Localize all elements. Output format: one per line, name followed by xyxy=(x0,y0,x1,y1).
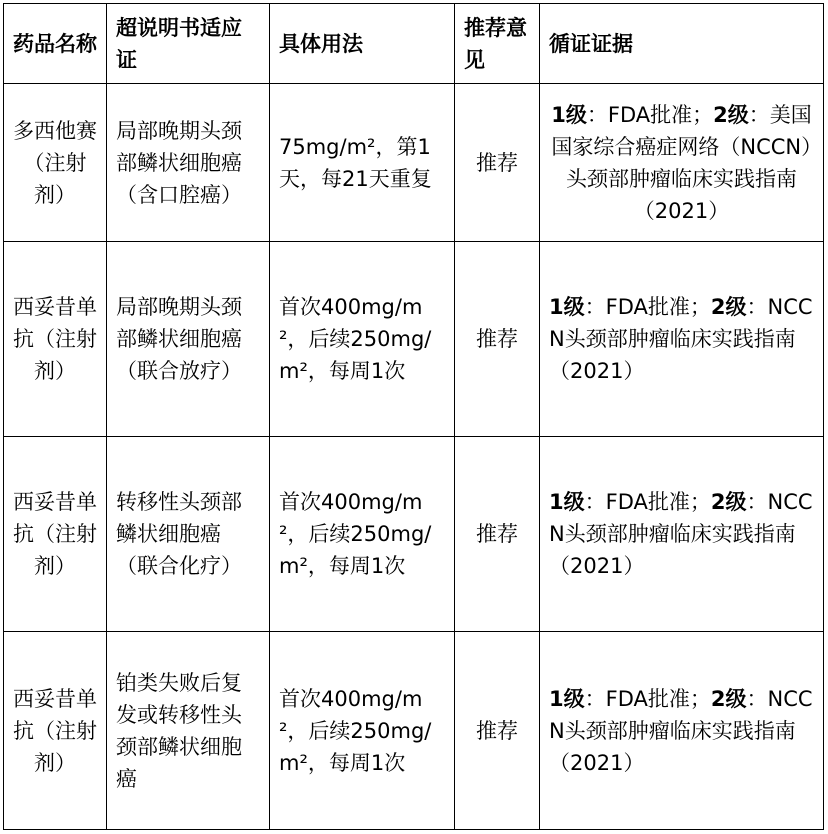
evidence-level2-label: 2级 xyxy=(710,490,747,514)
cell-evidence xyxy=(540,632,824,830)
table-row xyxy=(4,242,824,437)
cell-drug-name: 西妥昔单抗（注射剂） xyxy=(4,437,107,632)
cell-usage: 首次400mg/m²，后续250mg/m²，每周1次 xyxy=(270,632,455,830)
evidence-level2-text: ：美国国家综合癌症网络（NCCN）头颈部肿瘤临床实践指南（2021） xyxy=(551,102,812,223)
cell-usage: 75mg/m²，第1天，每21天重复 xyxy=(270,84,455,242)
table-header-row xyxy=(4,4,824,84)
cell-drug-name: 多西他赛（注射剂） xyxy=(4,84,107,242)
cell-drug-name: 西妥昔单抗（注射剂） xyxy=(4,242,107,437)
cell-evidence xyxy=(540,84,824,242)
evidence-level2-text: ：NCCN头颈部肿瘤临床实践指南（2021） xyxy=(549,686,813,775)
cell-indication: 局部晚期头颈部鳞状细胞癌（联合放疗） xyxy=(107,242,270,437)
cell-recommendation: 推荐 xyxy=(455,84,540,242)
header-drug-name: 药品名称 xyxy=(4,4,107,84)
cell-recommendation: 推荐 xyxy=(455,632,540,830)
drug-table-container xyxy=(3,3,823,829)
table-row xyxy=(4,84,824,242)
evidence-level1-label: 1级 xyxy=(549,295,585,319)
evidence-level1-text: ：FDA批准； xyxy=(584,686,711,711)
evidence-level2-label: 2级 xyxy=(710,295,747,319)
cell-recommendation: 推荐 xyxy=(455,437,540,632)
cell-recommendation: 推荐 xyxy=(455,242,540,437)
evidence-level1-text: ：FDA批准； xyxy=(584,490,711,514)
evidence-level2-text: ：NCCN头颈部肿瘤临床实践指南（2021） xyxy=(549,295,813,383)
evidence-level2-label: 2级 xyxy=(710,686,747,711)
table-row xyxy=(4,437,824,632)
cell-indication: 局部晚期头颈部鳞状细胞癌（含口腔癌） xyxy=(107,84,270,242)
off-label-drug-table xyxy=(3,3,824,830)
evidence-level1-label: 1级 xyxy=(549,490,585,514)
cell-evidence xyxy=(540,242,824,437)
evidence-level2-text: ：NCCN头颈部肿瘤临床实践指南（2021） xyxy=(549,490,813,578)
evidence-level1-label: 1级 xyxy=(551,102,587,127)
cell-usage: 首次400mg/m²，后续250mg/m²，每周1次 xyxy=(270,242,455,437)
header-evidence: 循证证据 xyxy=(540,4,824,84)
evidence-level2-label: 2级 xyxy=(713,102,749,127)
cell-indication: 铂类失败后复发或转移性头颈部鳞状细胞癌 xyxy=(107,632,270,830)
cell-evidence xyxy=(540,437,824,632)
table-row xyxy=(4,632,824,830)
evidence-level1-text: ：FDA批准； xyxy=(586,102,714,127)
evidence-level1-text: ：FDA批准； xyxy=(584,295,711,319)
header-off-label-indication: 超说明书适应证 xyxy=(107,4,270,84)
header-usage: 具体用法 xyxy=(270,4,455,84)
cell-usage: 首次400mg/m²，后续250mg/m²，每周1次 xyxy=(270,437,455,632)
evidence-level1-label: 1级 xyxy=(549,686,585,711)
cell-drug-name: 西妥昔单抗（注射剂） xyxy=(4,632,107,830)
cell-indication: 转移性头颈部鳞状细胞癌（联合化疗） xyxy=(107,437,270,632)
header-recommendation: 推荐意见 xyxy=(455,4,540,84)
